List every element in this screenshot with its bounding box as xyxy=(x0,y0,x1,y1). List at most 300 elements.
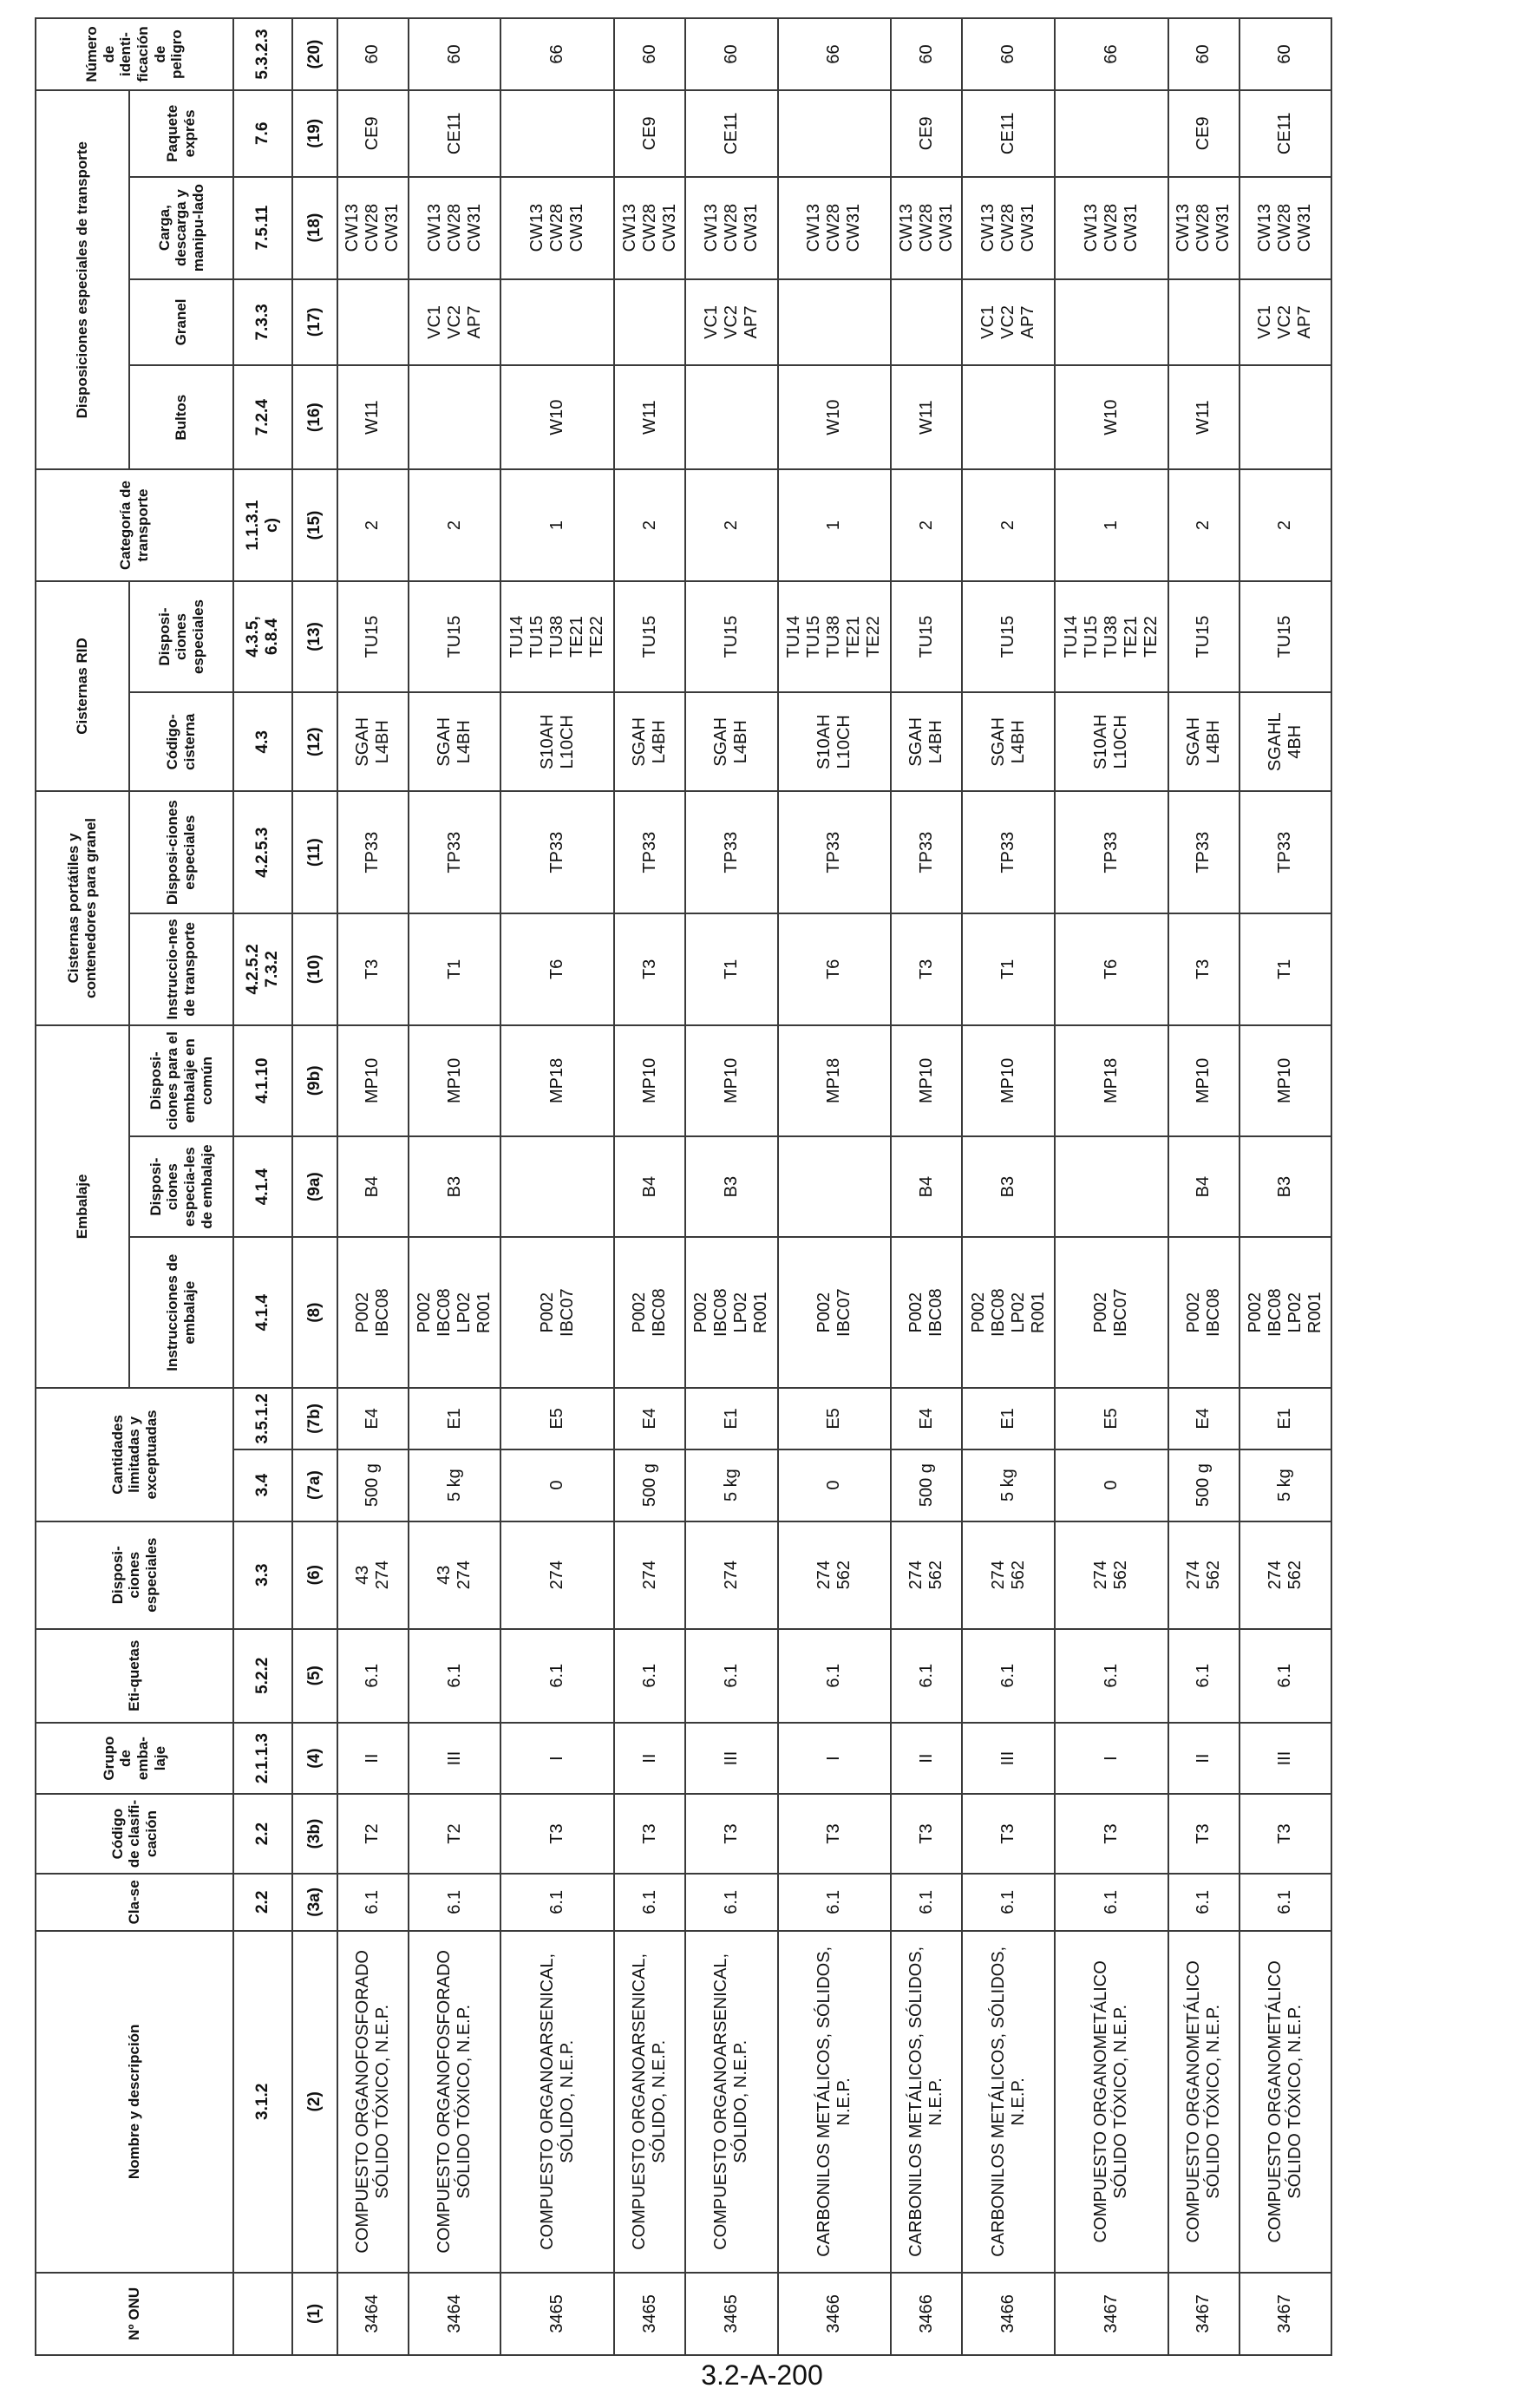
mixed-packing-cell: MP10 xyxy=(962,1025,1054,1137)
rid-special-cell: TU15 xyxy=(614,581,685,692)
rid-special-cell: TU14 TU15 TU38 TE21 TE22 xyxy=(500,581,614,692)
header-hazard-id: Número de identi-ficación de peligro xyxy=(36,18,233,90)
packages-cell xyxy=(1239,365,1331,469)
transport-category-cell: 2 xyxy=(962,469,1054,580)
special-provisions-cell: 43 274 xyxy=(337,1521,409,1629)
table-row xyxy=(891,18,962,2355)
tank-instructions-cell: T1 xyxy=(685,913,777,1024)
ref-cell: 2.1.1.3 xyxy=(233,1723,292,1795)
tank-special-cell: TP33 xyxy=(1239,791,1331,913)
header-packing-group: Grupo de emba-laje xyxy=(36,1723,233,1795)
header-name: Nombre y descripción xyxy=(36,1931,233,2273)
mixed-packing-cell: MP10 xyxy=(685,1025,777,1137)
ref-cell: 4.3.5, 6.8.4 xyxy=(233,581,292,692)
limited-quantity-cell: 0 xyxy=(1055,1449,1168,1521)
name-cell: COMPUESTO ORGANOARSENICAL, SÓLIDO, N.E.P. xyxy=(500,1931,614,2273)
express-cell: CE11 xyxy=(685,90,777,177)
excepted-quantity-cell: E1 xyxy=(409,1388,500,1449)
name-cell: COMPUESTO ORGANOFOSFORADO SÓLIDO TÓXICO, N.E.P. xyxy=(337,1931,409,2273)
packing-instructions-cell: P002 IBC07 xyxy=(1055,1237,1168,1388)
limited-quantity-cell: 5 kg xyxy=(685,1449,777,1521)
un-number-cell: 3466 xyxy=(962,2273,1054,2355)
excepted-quantity-cell: E4 xyxy=(891,1388,962,1449)
class-cell: 6.1 xyxy=(778,1874,892,1931)
packages-cell: W10 xyxy=(1055,365,1168,469)
class-cell: 6.1 xyxy=(1055,1874,1168,1931)
excepted-quantity-cell: E1 xyxy=(962,1388,1054,1449)
col-number: (7b) xyxy=(292,1388,337,1449)
special-packing-cell: B3 xyxy=(1239,1136,1331,1237)
header-mixed-packing: Disposi-ciones para el embalaje en común xyxy=(129,1025,233,1137)
transport-category-cell: 2 xyxy=(1168,469,1239,580)
ref-cell: 4.1.10 xyxy=(233,1025,292,1137)
ref-cell: 7.5.11 xyxy=(233,177,292,279)
class-code-cell: T2 xyxy=(337,1795,409,1874)
rid-special-cell: TU14 TU15 TU38 TE21 TE22 xyxy=(778,581,892,692)
header-class-code: Código de clasifi-cación xyxy=(36,1795,233,1874)
tank-special-cell: TP33 xyxy=(1055,791,1168,913)
tank-instructions-cell: T3 xyxy=(337,913,409,1024)
tank-special-cell: TP33 xyxy=(337,791,409,913)
label-cell: 6.1 xyxy=(778,1629,892,1723)
bulk-cell xyxy=(500,279,614,365)
tank-code-cell: S10AH L10CH xyxy=(1055,692,1168,791)
col-number: (9b) xyxy=(292,1025,337,1137)
ref-cell: 2.2 xyxy=(233,1874,292,1931)
transport-category-cell: 1 xyxy=(778,469,892,580)
col-number: (5) xyxy=(292,1629,337,1723)
label-cell: 6.1 xyxy=(962,1629,1054,1723)
label-cell: 6.1 xyxy=(1055,1629,1168,1723)
ref-cell: 4.1.4 xyxy=(233,1237,292,1388)
transport-category-cell: 2 xyxy=(337,469,409,580)
name-cell: COMPUESTO ORGANOMETÁLICO SÓLIDO TÓXICO, N.E.P. xyxy=(1168,1931,1239,2273)
packing-group-cell: I xyxy=(1055,1723,1168,1795)
rid-special-cell: TU15 xyxy=(409,581,500,692)
col-number: (12) xyxy=(292,692,337,791)
packages-cell: W11 xyxy=(337,365,409,469)
ref-cell: 5.2.2 xyxy=(233,1629,292,1723)
label-cell: 6.1 xyxy=(685,1629,777,1723)
rid-special-cell: TU14 TU15 TU38 TE21 TE22 xyxy=(1055,581,1168,692)
class-cell: 6.1 xyxy=(614,1874,685,1931)
packages-cell: W10 xyxy=(778,365,892,469)
tank-code-cell: SGAHL 4BH xyxy=(1239,692,1331,791)
tank-code-cell: SGAH L4BH xyxy=(891,692,962,791)
header-labels: Eti-quetas xyxy=(36,1629,233,1723)
un-number-cell: 3466 xyxy=(891,2273,962,2355)
tank-code-cell: SGAH L4BH xyxy=(1168,692,1239,791)
col-number: (11) xyxy=(292,791,337,913)
excepted-quantity-cell: E1 xyxy=(685,1388,777,1449)
name-cell: COMPUESTO ORGANOFOSFORADO SÓLIDO TÓXICO, N.E.P. xyxy=(409,1931,500,2273)
ref-cell: 4.2.5.2 7.3.2 xyxy=(233,913,292,1024)
label-cell: 6.1 xyxy=(614,1629,685,1723)
loading-cell: CW13 CW28 CW31 xyxy=(409,177,500,279)
table-row xyxy=(685,18,777,2355)
header-tank-special: Disposi-ciones especiales xyxy=(129,791,233,913)
ref-cell: 7.3.3 xyxy=(233,279,292,365)
hazard-id-cell: 60 xyxy=(614,18,685,90)
loading-cell: CW13 CW28 CW31 xyxy=(962,177,1054,279)
name-cell: CARBONILOS METÁLICOS, SÓLIDOS, N.E.P. xyxy=(962,1931,1054,2273)
bulk-cell xyxy=(337,279,409,365)
col-number: (15) xyxy=(292,469,337,580)
packing-instructions-cell: P002 IBC08 xyxy=(614,1237,685,1388)
class-code-cell: T3 xyxy=(500,1795,614,1874)
mixed-packing-cell: MP10 xyxy=(1239,1025,1331,1137)
loading-cell: CW13 CW28 CW31 xyxy=(1239,177,1331,279)
header-packages: Bultos xyxy=(129,365,233,469)
header-rid-tanks: Cisternas RID xyxy=(36,581,129,791)
packing-instructions-cell: P002 IBC08 LP02 R001 xyxy=(962,1237,1054,1388)
mixed-packing-cell: MP18 xyxy=(1055,1025,1168,1137)
tank-special-cell: TP33 xyxy=(778,791,892,913)
hazard-id-cell: 60 xyxy=(1168,18,1239,90)
limited-quantity-cell: 0 xyxy=(500,1449,614,1521)
tank-instructions-cell: T6 xyxy=(1055,913,1168,1024)
tank-instructions-cell: T6 xyxy=(778,913,892,1024)
header-transport-special: Disposiciones especiales de transporte xyxy=(36,90,129,469)
un-number-cell: 3466 xyxy=(778,2273,892,2355)
mixed-packing-cell: MP10 xyxy=(891,1025,962,1137)
packing-group-cell: I xyxy=(778,1723,892,1795)
rid-special-cell: TU15 xyxy=(1239,581,1331,692)
name-cell: COMPUESTO ORGANOARSENICAL, SÓLIDO, N.E.P. xyxy=(685,1931,777,2273)
hazard-id-cell: 60 xyxy=(1239,18,1331,90)
un-number-cell: 3464 xyxy=(337,2273,409,2355)
tank-instructions-cell: T1 xyxy=(1239,913,1331,1024)
header-tank-code: Código-cisterna xyxy=(129,692,233,791)
special-provisions-cell: 274 xyxy=(685,1521,777,1629)
table-body xyxy=(337,18,1331,2355)
class-cell: 6.1 xyxy=(409,1874,500,1931)
express-cell xyxy=(1055,90,1168,177)
packing-instructions-cell: P002 IBC08 LP02 R001 xyxy=(685,1237,777,1388)
hazard-id-cell: 66 xyxy=(500,18,614,90)
ref-cell xyxy=(233,2273,292,2355)
mixed-packing-cell: MP10 xyxy=(1168,1025,1239,1137)
page-number: 3.2-A-200 xyxy=(701,2359,823,2391)
mixed-packing-cell: MP18 xyxy=(778,1025,892,1137)
hazard-id-cell: 60 xyxy=(409,18,500,90)
label-cell: 6.1 xyxy=(1168,1629,1239,1723)
col-number: (8) xyxy=(292,1237,337,1388)
col-number: (4) xyxy=(292,1723,337,1795)
header-express: Paquete exprés xyxy=(129,90,233,177)
table-row xyxy=(614,18,685,2355)
packing-group-cell: III xyxy=(685,1723,777,1795)
special-packing-cell: B4 xyxy=(337,1136,409,1237)
packing-group-cell: III xyxy=(962,1723,1054,1795)
packing-group-cell: II xyxy=(1168,1723,1239,1795)
ref-cell: 3.5.1.2 xyxy=(233,1388,292,1449)
label-cell: 6.1 xyxy=(891,1629,962,1723)
packing-instructions-cell: P002 IBC08 LP02 R001 xyxy=(1239,1237,1331,1388)
bulk-cell: VC1 VC2 AP7 xyxy=(685,279,777,365)
header-transport-category: Categoría de transporte xyxy=(36,469,233,580)
tank-instructions-cell: T1 xyxy=(962,913,1054,1024)
class-code-cell: T3 xyxy=(614,1795,685,1874)
class-code-cell: T3 xyxy=(1239,1795,1331,1874)
header-portable-tanks: Cisternas portátiles y contenedores para granel xyxy=(36,791,129,1024)
limited-quantity-cell: 5 kg xyxy=(409,1449,500,1521)
ref-cell: 4.2.5.3 xyxy=(233,791,292,913)
name-cell: COMPUESTO ORGANOARSENICAL, SÓLIDO, N.E.P. xyxy=(614,1931,685,2273)
loading-cell: CW13 CW28 CW31 xyxy=(614,177,685,279)
bulk-cell xyxy=(1055,279,1168,365)
tank-code-cell: SGAH L4BH xyxy=(962,692,1054,791)
label-cell: 6.1 xyxy=(337,1629,409,1723)
class-cell: 6.1 xyxy=(1168,1874,1239,1931)
header-bulk: Granel xyxy=(129,279,233,365)
express-cell xyxy=(500,90,614,177)
table-row xyxy=(337,18,409,2355)
col-number: (7a) xyxy=(292,1449,337,1521)
packages-cell: W11 xyxy=(614,365,685,469)
ref-cell: 3.1.2 xyxy=(233,1931,292,2273)
header-limited-quantities: Cantidades limitadas y exceptuadas xyxy=(36,1388,233,1521)
header-tank-instructions: Instruccio-nes de transporte xyxy=(129,913,233,1024)
un-number-cell: 3467 xyxy=(1168,2273,1239,2355)
un-number-cell: 3465 xyxy=(614,2273,685,2355)
transport-category-cell: 2 xyxy=(1239,469,1331,580)
bulk-cell xyxy=(614,279,685,365)
header-special-provisions: Disposi-ciones especiales xyxy=(36,1521,233,1629)
bulk-cell: VC1 VC2 AP7 xyxy=(962,279,1054,365)
class-code-cell: T3 xyxy=(891,1795,962,1874)
express-cell: CE11 xyxy=(409,90,500,177)
header-un-no: Nº ONU xyxy=(36,2273,233,2355)
un-number-cell: 3465 xyxy=(500,2273,614,2355)
tank-special-cell: TP33 xyxy=(1168,791,1239,913)
col-number: (16) xyxy=(292,365,337,469)
col-number: (19) xyxy=(292,90,337,177)
hazard-id-cell: 66 xyxy=(778,18,892,90)
name-cell: CARBONILOS METÁLICOS, SÓLIDOS, N.E.P. xyxy=(778,1931,892,2273)
special-packing-cell xyxy=(778,1136,892,1237)
table-row xyxy=(409,18,500,2355)
hazard-id-cell: 60 xyxy=(337,18,409,90)
express-cell: CE9 xyxy=(337,90,409,177)
ref-cell: 4.1.4 xyxy=(233,1136,292,1237)
class-code-cell: T3 xyxy=(962,1795,1054,1874)
class-code-cell: T3 xyxy=(1055,1795,1168,1874)
rotated-page xyxy=(35,17,1332,2356)
mixed-packing-cell: MP18 xyxy=(500,1025,614,1137)
header-special-packing: Disposi-ciones especia-les de embalaje xyxy=(129,1136,233,1237)
bulk-cell: VC1 VC2 AP7 xyxy=(409,279,500,365)
col-number: (17) xyxy=(292,279,337,365)
packing-group-cell: II xyxy=(614,1723,685,1795)
express-cell: CE11 xyxy=(1239,90,1331,177)
tank-special-cell: TP33 xyxy=(409,791,500,913)
special-provisions-cell: 274 562 xyxy=(962,1521,1054,1629)
special-packing-cell xyxy=(1055,1136,1168,1237)
un-number-cell: 3467 xyxy=(1239,2273,1331,2355)
table-row xyxy=(778,18,892,2355)
ref-cell: 1.1.3.1 c) xyxy=(233,469,292,580)
rid-special-cell: TU15 xyxy=(1168,581,1239,692)
tank-code-cell: SGAH L4BH xyxy=(614,692,685,791)
un-number-cell: 3464 xyxy=(409,2273,500,2355)
label-cell: 6.1 xyxy=(500,1629,614,1723)
header-class: Cla-se xyxy=(36,1874,233,1931)
tank-code-cell: SGAH L4BH xyxy=(409,692,500,791)
tank-code-cell: SGAH L4BH xyxy=(685,692,777,791)
col-number: (3b) xyxy=(292,1795,337,1874)
special-provisions-cell: 274 562 xyxy=(1239,1521,1331,1629)
tank-special-cell: TP33 xyxy=(891,791,962,913)
express-cell xyxy=(778,90,892,177)
un-number-cell: 3465 xyxy=(685,2273,777,2355)
packing-group-cell: III xyxy=(409,1723,500,1795)
special-packing-cell: B3 xyxy=(685,1136,777,1237)
special-provisions-cell: 274 562 xyxy=(891,1521,962,1629)
excepted-quantity-cell: E5 xyxy=(778,1388,892,1449)
express-cell: CE9 xyxy=(614,90,685,177)
tank-code-cell: SGAH L4BH xyxy=(337,692,409,791)
packing-group-cell: II xyxy=(891,1723,962,1795)
mixed-packing-cell: MP10 xyxy=(614,1025,685,1137)
header-packaging: Embalaje xyxy=(36,1025,129,1389)
hazard-id-cell: 60 xyxy=(891,18,962,90)
ref-cell: 7.6 xyxy=(233,90,292,177)
excepted-quantity-cell: E5 xyxy=(1055,1388,1168,1449)
limited-quantity-cell: 500 g xyxy=(1168,1449,1239,1521)
bulk-cell xyxy=(778,279,892,365)
loading-cell: CW13 CW28 CW31 xyxy=(891,177,962,279)
rid-special-cell: TU15 xyxy=(685,581,777,692)
col-number: (1) xyxy=(292,2273,337,2355)
tank-code-cell: S10AH L10CH xyxy=(500,692,614,791)
class-cell: 6.1 xyxy=(337,1874,409,1931)
loading-cell: CW13 CW28 CW31 xyxy=(1168,177,1239,279)
table-row xyxy=(1239,18,1331,2355)
packages-cell xyxy=(962,365,1054,469)
hazard-id-cell: 60 xyxy=(962,18,1054,90)
ref-cell: 3.4 xyxy=(233,1449,292,1521)
tank-special-cell: TP33 xyxy=(685,791,777,913)
loading-cell: CW13 CW28 CW31 xyxy=(337,177,409,279)
special-packing-cell: B4 xyxy=(891,1136,962,1237)
ref-cell: 2.2 xyxy=(233,1795,292,1874)
class-code-cell: T3 xyxy=(685,1795,777,1874)
label-cell: 6.1 xyxy=(409,1629,500,1723)
packages-cell: W11 xyxy=(1168,365,1239,469)
class-code-cell: T3 xyxy=(1168,1795,1239,1874)
header-rid-special: Disposi-ciones especiales xyxy=(129,581,233,692)
col-number: (10) xyxy=(292,913,337,1024)
limited-quantity-cell: 500 g xyxy=(891,1449,962,1521)
ref-cell: 3.3 xyxy=(233,1521,292,1629)
rid-special-cell: TU15 xyxy=(891,581,962,692)
bulk-cell xyxy=(891,279,962,365)
special-provisions-cell: 274 562 xyxy=(1168,1521,1239,1629)
tank-code-cell: S10AH L10CH xyxy=(778,692,892,791)
special-provisions-cell: 274 562 xyxy=(1055,1521,1168,1629)
packing-group-cell: I xyxy=(500,1723,614,1795)
packing-instructions-cell: P002 IBC07 xyxy=(778,1237,892,1388)
special-provisions-cell: 43 274 xyxy=(409,1521,500,1629)
loading-cell: CW13 CW28 CW31 xyxy=(685,177,777,279)
packing-group-cell: II xyxy=(337,1723,409,1795)
col-number: (2) xyxy=(292,1931,337,2273)
special-provisions-cell: 274 xyxy=(614,1521,685,1629)
class-cell: 6.1 xyxy=(962,1874,1054,1931)
tank-instructions-cell: T3 xyxy=(1168,913,1239,1024)
hazard-id-cell: 60 xyxy=(685,18,777,90)
express-cell: CE9 xyxy=(891,90,962,177)
rid-special-cell: TU15 xyxy=(962,581,1054,692)
excepted-quantity-cell: E4 xyxy=(337,1388,409,1449)
limited-quantity-cell: 500 g xyxy=(337,1449,409,1521)
mixed-packing-cell: MP10 xyxy=(337,1025,409,1137)
class-code-cell: T2 xyxy=(409,1795,500,1874)
ref-cell: 4.3 xyxy=(233,692,292,791)
loading-cell: CW13 CW28 CW31 xyxy=(500,177,614,279)
un-number-cell: 3467 xyxy=(1055,2273,1168,2355)
col-number: (6) xyxy=(292,1521,337,1629)
limited-quantity-cell: 5 kg xyxy=(962,1449,1054,1521)
ref-cell: 5.3.2.3 xyxy=(233,18,292,90)
express-cell: CE11 xyxy=(962,90,1054,177)
express-cell: CE9 xyxy=(1168,90,1239,177)
packages-cell xyxy=(409,365,500,469)
loading-cell: CW13 CW28 CW31 xyxy=(1055,177,1168,279)
excepted-quantity-cell: E5 xyxy=(500,1388,614,1449)
transport-category-cell: 2 xyxy=(891,469,962,580)
rid-special-cell: TU15 xyxy=(337,581,409,692)
class-cell: 6.1 xyxy=(891,1874,962,1931)
class-cell: 6.1 xyxy=(685,1874,777,1931)
table-row xyxy=(500,18,614,2355)
table-row xyxy=(962,18,1054,2355)
mixed-packing-cell: MP10 xyxy=(409,1025,500,1137)
packing-instructions-cell: P002 IBC08 LP02 R001 xyxy=(409,1237,500,1388)
packages-cell: W11 xyxy=(891,365,962,469)
excepted-quantity-cell: E4 xyxy=(1168,1388,1239,1449)
tank-special-cell: TP33 xyxy=(962,791,1054,913)
special-packing-cell xyxy=(500,1136,614,1237)
col-number: (18) xyxy=(292,177,337,279)
transport-category-cell: 1 xyxy=(1055,469,1168,580)
class-cell: 6.1 xyxy=(1239,1874,1331,1931)
name-cell: CARBONILOS METÁLICOS, SÓLIDOS, N.E.P. xyxy=(891,1931,962,2273)
transport-category-cell: 2 xyxy=(685,469,777,580)
tank-instructions-cell: T3 xyxy=(891,913,962,1024)
transport-category-cell: 1 xyxy=(500,469,614,580)
tank-instructions-cell: T6 xyxy=(500,913,614,1024)
bulk-cell: VC1 VC2 AP7 xyxy=(1239,279,1331,365)
tank-instructions-cell: T1 xyxy=(409,913,500,1024)
label-cell: 6.1 xyxy=(1239,1629,1331,1723)
packing-instructions-cell: P002 IBC08 xyxy=(891,1237,962,1388)
table-row xyxy=(1055,18,1168,2355)
col-number: (13) xyxy=(292,581,337,692)
col-number: (9a) xyxy=(292,1136,337,1237)
packing-group-cell: III xyxy=(1239,1723,1331,1795)
transport-category-cell: 2 xyxy=(614,469,685,580)
excepted-quantity-cell: E4 xyxy=(614,1388,685,1449)
loading-cell: CW13 CW28 CW31 xyxy=(778,177,892,279)
name-cell: COMPUESTO ORGANOMETÁLICO SÓLIDO TÓXICO, N.E.P. xyxy=(1055,1931,1168,2273)
tank-special-cell: TP33 xyxy=(500,791,614,913)
excepted-quantity-cell: E1 xyxy=(1239,1388,1331,1449)
dangerous-goods-table xyxy=(35,17,1332,2356)
bulk-cell xyxy=(1168,279,1239,365)
col-number: (20) xyxy=(292,18,337,90)
